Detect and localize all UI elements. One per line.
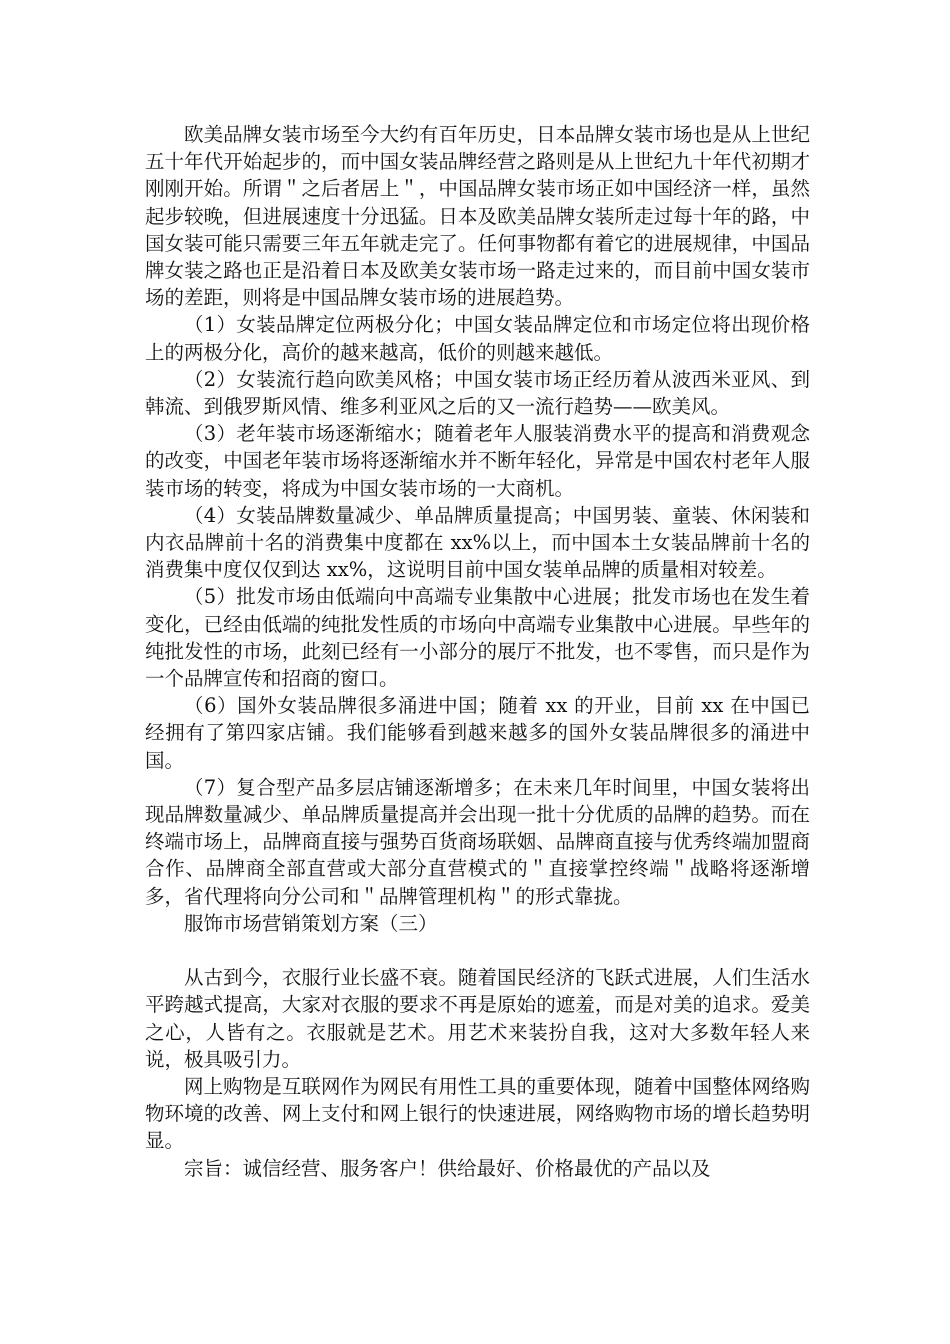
paragraph-trend-5: （5）批发市场由低端向中高端专业集散中心进展；批发市场也在发生着变化，已经由低端的纯批发性质的市场向中高端专业集散中心进展。早些年的纯批发性的市场，此刻已经有一小部分的展厅不批发，也不零售，而只是作为一个品牌宣传和招商的窗口。 xyxy=(145,585,810,691)
paragraph-trend-4: （4）女装品牌数量减少、单品牌质量提高；中国男装、童装、休闲装和内衣品牌前十名的消费集中度都在 xx%以上，而中国本土女装品牌前十名的消费集中度仅仅到达 xx%，这说明目前中国女装单品牌的质量相对较差。 xyxy=(145,503,810,582)
paragraph-trend-3: （3）老年装市场逐渐缩水；随着老年人服装消费水平的提高和消费观念的改变，中国老年装市场将逐渐缩水并不断年轻化，异常是中国农村老年人服装市场的转变，将成为中国女装市场的一大商机。 xyxy=(145,422,810,500)
paragraph-industry-intro: 从古到今，衣服行业长盛不衰。随着国民经济的飞跃式进展，人们生活水平跨越式提高，大家对衣服的要求不再是原始的遮羞，而是对美的追求。爱美之心，人皆有之。衣服就是艺术。用艺术来装扮自我，这对大多数年轻人来说，极具吸引力。 xyxy=(145,966,810,1071)
paragraph-trend-1: （1）女装品牌定位两极分化；中国女装品牌定位和市场定位将出现价格上的两极分化，高价的越来越高，低价的则越来越低。 xyxy=(145,313,810,364)
paragraph-purpose: 宗旨：诚信经营、服务客户！供给最好、价格最优的产品以及 xyxy=(184,1156,711,1180)
paragraph-trend-7: （7）复合型产品多层店铺逐渐增多；在未来几年时间里，中国女装将出现品牌数量减少、单品牌质量提高并会出现一批十分优质的品牌的趋势。而在终端市场上，品牌商直接与强势百货商场联姻、品牌商直接与优秀终端加盟商合作、品牌商全部直营或大部分直营模式的＂直接掌控终端＂战略将逐渐增多，省代理将向分公司和＂品牌管理机构＂的形式靠拢。 xyxy=(145,775,810,908)
blank-line xyxy=(145,937,810,964)
paragraph-intro: 欧美品牌女装市场至今大约有百年历史，日本品牌女装市场也是从上世纪五十年代开始起步的，而中国女装品牌经营之路则是从上世纪九十年代初期才刚刚开始。所谓＂之后者居上＂，中国品牌女装市场正如中国经济一样，虽然起步较晚，但进展速度十分迅猛。日本及欧美品牌女装所走过每十年的路，中国女装可能只需要三年五年就走完了。任何事物都有着它的进展规律，中国品牌女装之路也正是沿着日本及欧美女装市场一路走过来的，而目前中国女装市场的差距，则将是中国品牌女装市场的进展趋势。 xyxy=(145,123,810,310)
section-heading: 服饰市场营销策划方案（三） xyxy=(184,911,438,935)
paragraph-trend-2: （2）女装流行趋向欧美风格；中国女装市场正经历着从波西米亚风、到韩流、到俄罗斯风情、维多利亚风之后的又一流行趋势——欧美风。 xyxy=(145,367,810,419)
paragraph-online-shopping: 网上购物是互联网作为网民有用性工具的重要体现，随着中国整体网络购物环境的改善、网上支付和网上银行的快速进展，网络购物市场的增长趋势明显。 xyxy=(145,1074,810,1153)
document-page xyxy=(145,121,810,1182)
paragraph-trend-6: （6）国外女装品牌很多涌进中国；随着 xx 的开业，目前 xx 在中国已经拥有了第四家店铺。我们能够看到越来越多的国外女装品牌很多的涌进中国。 xyxy=(145,694,810,772)
